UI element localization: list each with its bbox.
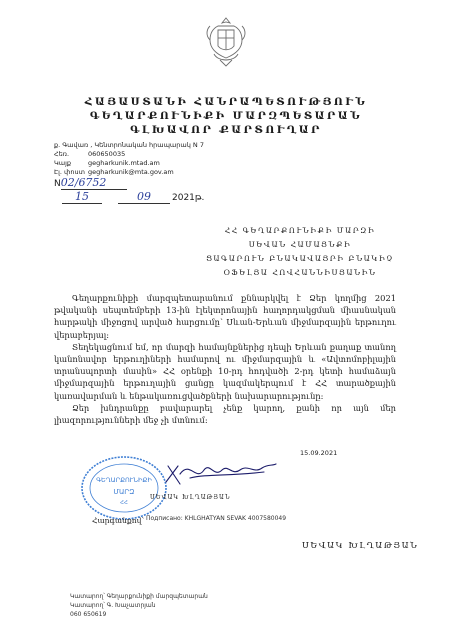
email-value: gegharkunik@mta.gov.am: [88, 168, 174, 176]
addressee-block: [200, 224, 400, 280]
header-country: ՀԱՅԱՍՏԱՆԻ ՀԱՆՐԱՊԵՏՈՒԹՅՈՒՆ: [84, 96, 368, 108]
contact-email: [54, 168, 174, 176]
phone-label: Հեռ.: [54, 150, 70, 158]
letter-date: [62, 190, 204, 204]
signature-date: 15.09.2021: [300, 449, 338, 457]
date-year: 2021թ.: [172, 193, 205, 203]
site-label: Կայք: [54, 159, 71, 167]
header-chief-of-staff: ԳԼԽԱՎՈՐ ՔԱՐՏՈՒՂԱՐ: [130, 124, 322, 136]
body-paragraph: Գեղարքունիքի մարզպետարանում քննարկվել է Ձեր կողմից 2021 թվականի սեպտեմբերի 13-ին էլեկտրոնային հաղորդակցման միասնական հարթակի միջոցով արված հարցումը՝ Սևան-Երևան միջմարզային երթուղու վերաբերյալ:: [54, 293, 396, 340]
site-value: gegharkunik.mtad.am: [88, 159, 160, 167]
stamp-text-bottom: ՀՀ: [120, 500, 128, 506]
header-governor-office: ԳԵՂԱՐՔՈՒՆԻՔԻ ՄԱՐԶՊԵՏԱՐԱՆ: [89, 110, 363, 122]
addressee-line: ՍԵՎԱՆ ՀԱՄԱՅՆՔԻ: [248, 240, 352, 249]
reference-prefix: N: [54, 179, 61, 189]
email-label: Էլ. փոստ: [54, 168, 85, 176]
addressee-line: ՕՖԵԼՅԱ ՀՈՎՀԱՆՆԻՍՅԱՆԻՆ: [223, 268, 377, 277]
signer-name: ՍԵՎԱԿ ԽԼՂԱԹՅԱՆ: [302, 541, 419, 551]
addressee-line: ՀՀ ԳԵՂԱՐՔՈՒՆԻՔԻ ՄԱՐԶԻ: [224, 226, 376, 235]
body-paragraph: Ձեր խնդրանքը բավարարել չենք կարող, քանի որ այն մեր լիազորությունների մեջ չի մտնում:: [54, 402, 396, 426]
date-day: 15: [62, 190, 102, 204]
body-paragraph: Տեղեկացնում եմ, որ մարզի համայնքներից դեպի Երևան քաղաք տանող կանոնավոր երթուղիների համարով ու միջմարզային և «Ավտոմոբիլային տրանսպորտի մասին» ՀՀ օրենքի 10-րդ հոդվածի 2-րդ կետի համաձայն միջմարզային երթուղային ցանցը կազմակերպում է ՀՀ տարածքային կառավարման և ենթակառուցվածքների նախարարությունը:: [54, 341, 396, 401]
contact-site: [54, 159, 160, 167]
contact-address: ք. Գավառ , Կենտրոնական հրապարակ N 7: [54, 141, 204, 149]
footer-line: Կատարող՝ Գեղարքունիքի մարզպետարան: [70, 593, 208, 600]
phone-value: 060650035: [88, 150, 126, 158]
coat-of-arms-emblem: [204, 14, 248, 70]
date-month: 09: [118, 190, 170, 204]
stamp-text-mid: ՄԱՐԶ: [113, 488, 135, 496]
stamp-text-top: ԳԵՂԱՐՔՈՒՆԻՔԻ: [96, 476, 152, 484]
addressee-line: ՑԱԳԱՐՈՒՆ ԲՆԱԿԱՎԱՅՐԻ ԲՆԱԿԻՉ: [206, 254, 394, 263]
footer-line: Կատարող՝ Գ. Խաչատրյան: [70, 602, 156, 609]
letter-body: [54, 292, 396, 426]
contact-phone: [54, 150, 125, 158]
signature-name-under-line: ՍԵՎԱԿ ԽԼՂԱԹՅԱՆ: [150, 494, 231, 501]
reference-handwritten: 02/6752: [60, 176, 107, 189]
footer-phone: 060 650619: [70, 611, 107, 618]
closing-phrase: Հարգանքով՝: [92, 516, 145, 525]
reference-number: [54, 176, 127, 190]
digital-signature-note: Подписано: KHLGHATYAN SEVAK 4007580049: [146, 515, 287, 522]
handwritten-signature: [160, 452, 280, 492]
